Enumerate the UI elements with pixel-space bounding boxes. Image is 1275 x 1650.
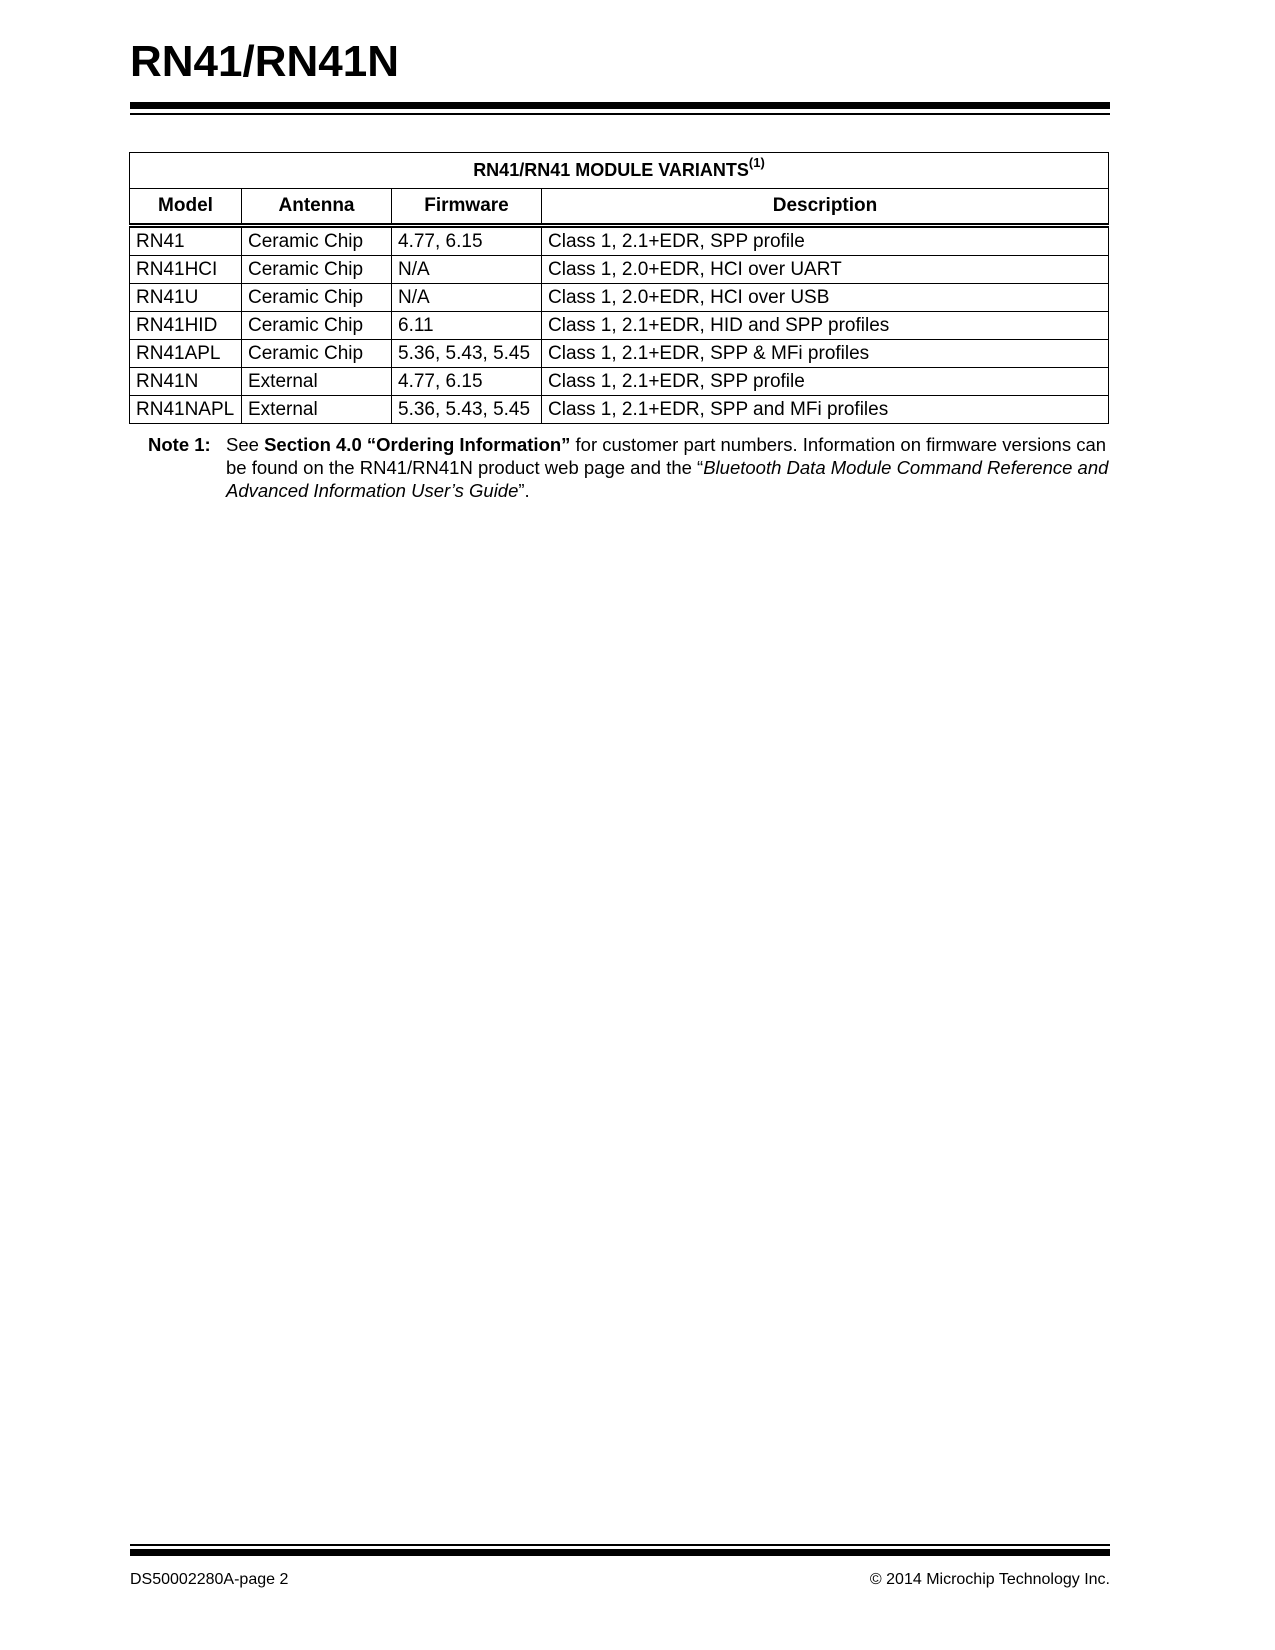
cell-firmware: N/A — [392, 284, 542, 312]
note-body — [226, 433, 1110, 502]
cell-description: Class 1, 2.1+EDR, HID and SPP profiles — [542, 312, 1109, 340]
table-header-row — [130, 189, 1109, 226]
note-text-2: for customer part numbers. Information on firmware versions can be found on the RN41/RN41N product web page and the “ — [226, 434, 1107, 478]
cell-description: Class 1, 2.1+EDR, SPP profile — [542, 226, 1109, 256]
cell-antenna: Ceramic Chip — [242, 340, 392, 368]
cell-antenna: Ceramic Chip — [242, 284, 392, 312]
note-guide-title: Bluetooth Data Module Command Reference and Advanced Information User’s Guide — [226, 457, 1109, 501]
table-row — [130, 284, 1109, 312]
cell-firmware: 5.36, 5.43, 5.45 — [392, 396, 542, 424]
table-row — [130, 256, 1109, 284]
cell-description: Class 1, 2.0+EDR, HCI over USB — [542, 284, 1109, 312]
cell-model: RN41NAPL — [130, 396, 242, 424]
cell-description: Class 1, 2.1+EDR, SPP and MFi profiles — [542, 396, 1109, 424]
cell-model: RN41 — [130, 226, 242, 256]
cell-antenna: External — [242, 396, 392, 424]
cell-antenna: External — [242, 368, 392, 396]
table-row — [130, 340, 1109, 368]
cell-model: RN41HID — [130, 312, 242, 340]
table-caption — [130, 153, 1109, 189]
cell-model: RN41HCI — [130, 256, 242, 284]
footer-rule-thin — [130, 1544, 1110, 1546]
cell-model: RN41APL — [130, 340, 242, 368]
cell-antenna: Ceramic Chip — [242, 312, 392, 340]
footer-rule-thick — [130, 1549, 1110, 1556]
cell-model: RN41U — [130, 284, 242, 312]
column-header-firmware: Firmware — [392, 189, 542, 226]
cell-firmware: 5.36, 5.43, 5.45 — [392, 340, 542, 368]
header-rule-thick — [130, 102, 1110, 109]
footer-document-number: DS50002280A-page 2 — [130, 1571, 289, 1588]
cell-antenna: Ceramic Chip — [242, 226, 392, 256]
module-variants-table — [129, 152, 1109, 424]
table-row — [130, 396, 1109, 424]
header-rule-thin — [130, 113, 1110, 115]
cell-firmware: N/A — [392, 256, 542, 284]
cell-description: Class 1, 2.1+EDR, SPP profile — [542, 368, 1109, 396]
table-caption-note-ref: (1) — [748, 155, 765, 170]
cell-antenna: Ceramic Chip — [242, 256, 392, 284]
note-text-1: See — [226, 434, 265, 455]
column-header-antenna: Antenna — [242, 189, 392, 226]
cell-firmware: 4.77, 6.15 — [392, 226, 542, 256]
column-header-description: Description — [542, 189, 1109, 226]
footer-copyright: © 2014 Microchip Technology Inc. — [869, 1571, 1110, 1588]
cell-description: Class 1, 2.0+EDR, HCI over UART — [542, 256, 1109, 284]
column-header-model: Model — [130, 189, 242, 226]
cell-firmware: 4.77, 6.15 — [392, 368, 542, 396]
cell-model: RN41N — [130, 368, 242, 396]
note-label: Note 1: — [148, 434, 211, 455]
page-title: RN41/RN41N — [130, 37, 399, 86]
table-row — [130, 368, 1109, 396]
table-row — [130, 226, 1109, 256]
note-section-reference: Section 4.0 “Ordering Information” — [264, 434, 571, 455]
table-row — [130, 312, 1109, 340]
table-caption-text: RN41/RN41 MODULE VARIANTS — [473, 160, 749, 180]
note-text-3: ”. — [518, 480, 530, 501]
cell-firmware: 6.11 — [392, 312, 542, 340]
cell-description: Class 1, 2.1+EDR, SPP & MFi profiles — [542, 340, 1109, 368]
